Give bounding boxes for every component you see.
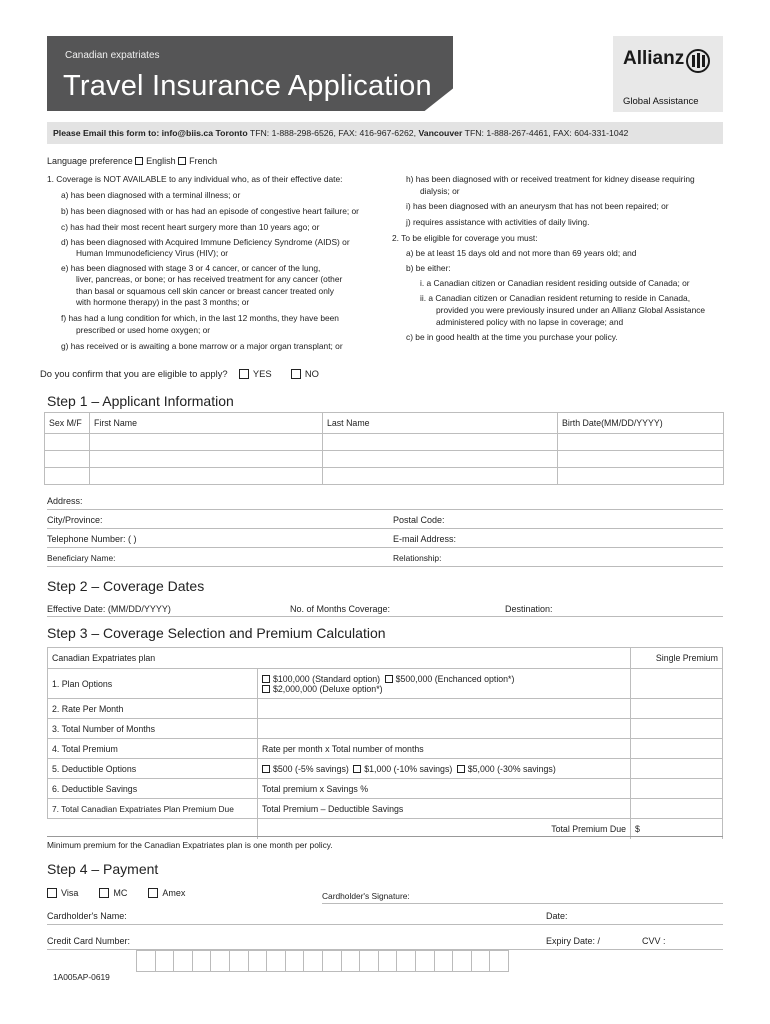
eligibility-g: g) has received or is awaiting a bone marrow or a major organ transplant; or: [61, 341, 343, 351]
header-subtitle: Canadian expatriates: [65, 50, 160, 61]
sex-cell[interactable]: [45, 451, 90, 468]
destination-label: Destination:: [505, 604, 553, 614]
confirm-no-checkbox[interactable]: [291, 369, 301, 379]
card-digit-box[interactable]: [229, 950, 249, 972]
card-digit-box[interactable]: [471, 950, 491, 972]
deductible-savings-label: 6. Deductible Savings: [48, 779, 258, 799]
eligibility-e-cont-1: liver, pancreas, or bone; or has received treatment for any cancer (other: [76, 274, 343, 284]
eligibility-c: c) has had their most recent heart surgery more than 10 years ago; or: [61, 222, 320, 232]
months-coverage-label: No. of Months Coverage:: [290, 604, 391, 614]
total-premium-label: 4. Total Premium: [48, 739, 258, 759]
coverage-dates-field[interactable]: [47, 616, 723, 617]
beneficiary-field[interactable]: [47, 566, 723, 567]
page-title: Travel Insurance Application: [63, 70, 432, 102]
eligibility-f: f) has had a lung condition for which, in the last 12 months, they have been: [61, 313, 339, 323]
date-label: Date:: [546, 911, 568, 921]
mc-label: MC: [113, 888, 128, 898]
deductible-options-premium[interactable]: [631, 759, 723, 779]
col-first-name: First Name: [90, 413, 323, 434]
eligibility-e: e) has been diagnosed with stage 3 or 4 cancer, or cancer of the lung,: [61, 263, 321, 273]
card-digit-box[interactable]: [210, 950, 230, 972]
beneficiary-label: Beneficiary Name:: [47, 553, 116, 563]
eligibility-e-cont-2: than basal or squamous cell skin cancer or breast cancer treated only: [76, 286, 334, 296]
total-premium-formula: Rate per month x Total number of months: [258, 739, 631, 759]
step4-title: Step 4 – Payment: [47, 861, 159, 877]
eligibility-2b: b) be either:: [406, 263, 451, 273]
eligibility-item-2: 2. To be eligible for coverage you must:: [392, 233, 538, 243]
col-birth-date: Birth Date(MM/DD/YYYY): [558, 413, 724, 434]
card-digit-box[interactable]: [266, 950, 286, 972]
plan-options-premium[interactable]: [631, 669, 723, 699]
postal-label: Postal Code:: [393, 515, 445, 525]
card-digit-box[interactable]: [173, 950, 193, 972]
col-last-name: Last Name: [323, 413, 558, 434]
total-premium-value[interactable]: [631, 739, 723, 759]
expiry-label: Expiry Date: /: [546, 936, 601, 946]
col-sex: Sex M/F: [45, 413, 90, 434]
deductible-5000-label: $5,000 (-30% savings): [467, 763, 556, 774]
eligibility-a: a) has been diagnosed with a terminal illness; or: [61, 190, 241, 200]
email-label: E-mail Address:: [393, 534, 457, 544]
rate-per-month-premium[interactable]: [631, 699, 723, 719]
minimum-premium-note: Minimum premium for the Canadian Expatriates plan is one month per policy.: [47, 840, 333, 850]
form-code: 1A005AP-0619: [53, 972, 110, 982]
contact-lead: Please Email this form to: info@biis.ca Toronto: [53, 128, 248, 138]
first-name-cell[interactable]: [90, 468, 323, 485]
contact-vancouver: TFN: 1-888-267-4461, FAX: 604-331-1042: [462, 128, 629, 138]
amex-label: Amex: [162, 888, 186, 898]
last-name-cell[interactable]: [323, 434, 558, 451]
cardholder-name-field[interactable]: [47, 924, 723, 925]
cvv-label: CVV :: [642, 936, 666, 946]
contact-vancouver-label: Vancouver: [418, 128, 463, 138]
birth-date-cell[interactable]: [558, 434, 724, 451]
total-months-cell[interactable]: [258, 719, 631, 739]
rate-per-month-cell[interactable]: [258, 699, 631, 719]
card-digit-box[interactable]: [452, 950, 472, 972]
contact-toronto: TFN: 1-888-298-6526, FAX: 416-967-6262,: [247, 128, 419, 138]
plan-standard-label: $100,000 (Standard option): [273, 673, 381, 684]
allianz-logo-icon: [686, 49, 710, 73]
card-digit-box[interactable]: [359, 950, 379, 972]
eligibility-2a: a) be at least 15 days old and not more than 69 years old; and: [406, 248, 637, 258]
eligibility-i: i) has been diagnosed with an aneurysm that has not been repaired; or: [406, 201, 669, 211]
last-name-cell[interactable]: [323, 468, 558, 485]
cardholder-name-label: Cardholder's Name:: [47, 911, 127, 921]
card-digit-box[interactable]: [434, 950, 454, 972]
sex-cell[interactable]: [45, 468, 90, 485]
plan-enhanced-checkbox[interactable]: [385, 675, 393, 683]
card-digit-box[interactable]: [489, 950, 509, 972]
eligibility-confirm: [40, 368, 319, 379]
premium-due-label: 7. Total Canadian Expatriates Plan Premium Due: [48, 799, 258, 819]
confirm-yes-label: YES: [252, 368, 272, 379]
step3-title: Step 3 – Coverage Selection and Premium Calculation: [47, 625, 386, 641]
eligibility-2b-i: i. a Canadian citizen or Canadian resident residing outside of Canada; or: [420, 278, 690, 288]
card-digit-box[interactable]: [415, 950, 435, 972]
premium-table: [47, 647, 723, 839]
eligibility-2b-ii: ii. a Canadian citizen or Canadian resident returning to reside in Canada,: [420, 293, 691, 303]
card-digit-box[interactable]: [192, 950, 212, 972]
card-number-label: Credit Card Number:: [47, 936, 131, 946]
card-digit-box[interactable]: [136, 950, 156, 972]
english-label: English: [146, 156, 176, 166]
eligibility-item-1: 1. Coverage is NOT AVAILABLE to any individual who, as of their effective date:: [47, 174, 343, 184]
card-digit-box[interactable]: [248, 950, 268, 972]
plan-options-label: 1. Plan Options: [48, 669, 258, 699]
eligibility-d: d) has been diagnosed with Acquired Immune Deficiency Syndrome (AIDS) or: [61, 237, 350, 247]
language-label: Language preference: [47, 156, 133, 166]
eligibility-2b-ii-cont-2: administered policy with no lapse in coverage; and: [436, 317, 624, 327]
eligibility-f-cont: prescribed or used home oxygen; or: [76, 325, 211, 335]
card-digit-box[interactable]: [341, 950, 361, 972]
applicant-table: [44, 412, 724, 485]
effective-date-label: Effective Date: (MM/DD/YYYY): [47, 604, 171, 614]
single-premium-header: Single Premium: [631, 648, 723, 669]
plan-deluxe-checkbox[interactable]: [262, 685, 270, 693]
logo-tagline: Global Assistance: [623, 96, 699, 107]
relationship-label: Relationship:: [393, 553, 442, 563]
french-label: French: [189, 156, 218, 166]
deductible-1000-label: $1,000 (-10% savings): [364, 763, 453, 774]
last-name-cell[interactable]: [323, 451, 558, 468]
total-due-value[interactable]: $: [631, 819, 723, 839]
first-name-cell[interactable]: [90, 434, 323, 451]
first-name-cell[interactable]: [90, 451, 323, 468]
eligibility-e-cont-3: with hormone therapy) in the past 3 months; or: [76, 297, 250, 307]
city-postal-field[interactable]: [47, 528, 723, 529]
deductible-savings-formula: Total premium x Savings %: [258, 779, 631, 799]
total-months-label: 3. Total Number of Months: [48, 719, 258, 739]
signature-label: Cardholder's Signature:: [322, 891, 410, 901]
total-due-label: Total Premium Due: [258, 819, 631, 839]
deductible-5000-checkbox[interactable]: [457, 765, 465, 773]
deductible-500-checkbox[interactable]: [262, 765, 270, 773]
card-digit-box[interactable]: [322, 950, 342, 972]
eligibility-h: h) has been diagnosed with or received treatment for kidney disease requiring: [406, 174, 695, 184]
plan-enhanced-label: $500,000 (Enchanced option*): [395, 673, 515, 684]
card-digit-box[interactable]: [155, 950, 175, 972]
table-bottom-rule: [47, 836, 723, 837]
allianz-logo: Allianz: [623, 48, 685, 69]
card-number-grid[interactable]: [137, 950, 509, 972]
birth-date-cell[interactable]: [558, 468, 724, 485]
eligibility-b: b) has been diagnosed with or has had an episode of congestive heart failure; or: [61, 206, 359, 216]
phone-email-field[interactable]: [47, 547, 723, 548]
plan-standard-checkbox[interactable]: [262, 675, 270, 683]
phone-label: Telephone Number: ( ): [47, 534, 137, 544]
contact-bar: [47, 122, 723, 144]
premium-due-value[interactable]: [631, 799, 723, 819]
english-checkbox[interactable]: [135, 157, 143, 165]
card-digit-box[interactable]: [285, 950, 305, 972]
mc-checkbox[interactable]: [99, 888, 109, 898]
card-type-options: [47, 888, 185, 898]
sex-cell[interactable]: [45, 434, 90, 451]
confirm-no-label: NO: [304, 368, 319, 379]
amex-checkbox[interactable]: [148, 888, 158, 898]
eligibility-h-cont: dialysis; or: [420, 186, 460, 196]
eligibility-j: j) requires assistance with activities of daily living.: [406, 217, 590, 227]
card-digit-box[interactable]: [396, 950, 416, 972]
address-label: Address:: [47, 496, 83, 506]
deductible-1000-checkbox[interactable]: [353, 765, 361, 773]
visa-checkbox[interactable]: [47, 888, 57, 898]
language-preference: [47, 156, 217, 166]
deductible-savings-value[interactable]: [631, 779, 723, 799]
card-digit-box[interactable]: [378, 950, 398, 972]
plan-deluxe-label: $2,000,000 (Deluxe option*): [273, 683, 383, 694]
visa-label: Visa: [61, 888, 79, 898]
card-digit-box[interactable]: [303, 950, 323, 972]
rate-per-month-label: 2. Rate Per Month: [48, 699, 258, 719]
address-field[interactable]: [47, 509, 723, 510]
city-label: City/Province:: [47, 515, 103, 525]
premium-due-formula: Total Premium – Deductible Savings: [258, 799, 631, 819]
eligibility-2c: c) be in good health at the time you purchase your policy.: [406, 332, 618, 342]
step1-title: Step 1 – Applicant Information: [47, 393, 234, 409]
french-checkbox[interactable]: [178, 157, 186, 165]
eligibility-2b-ii-cont-1: provided you were previously insured under an Allianz Global Assistance: [436, 305, 706, 315]
plan-header: Canadian Expatriates plan: [48, 648, 631, 669]
total-months-premium[interactable]: [631, 719, 723, 739]
eligibility-d-cont: Human Immunodeficiency Virus (HIV); or: [76, 248, 229, 258]
signature-field[interactable]: [322, 903, 723, 904]
step2-title: Step 2 – Coverage Dates: [47, 578, 205, 594]
deductible-500-label: $500 (-5% savings): [273, 763, 349, 774]
confirm-question: Do you confirm that you are eligible to apply?: [40, 368, 228, 379]
plan-options-cell: [258, 669, 631, 699]
deductible-options-cell: [258, 759, 631, 779]
birth-date-cell[interactable]: [558, 451, 724, 468]
deductible-options-label: 5. Deductible Options: [48, 759, 258, 779]
confirm-yes-checkbox[interactable]: [239, 369, 249, 379]
